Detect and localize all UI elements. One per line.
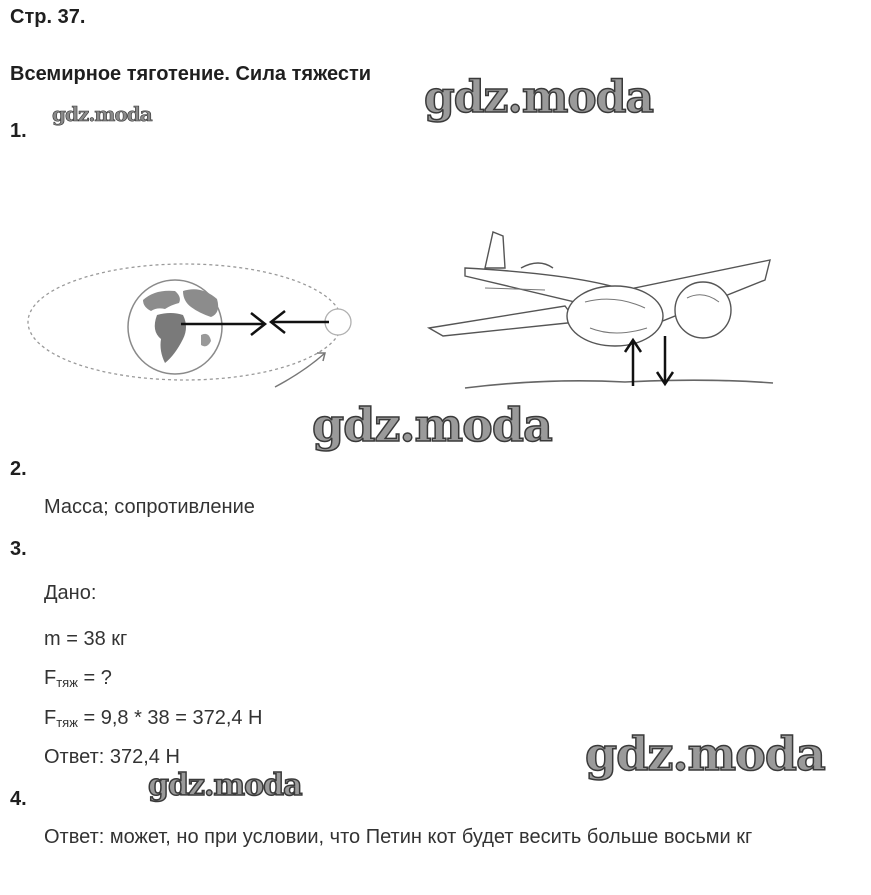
page-number: Стр. 37. xyxy=(10,6,86,28)
task-2-answer: Масса; сопротивление xyxy=(44,496,255,518)
task-4-number: 4. xyxy=(10,788,27,810)
solution-rest: = 9,8 * 38 = 372,4 Н xyxy=(77,707,263,729)
force-symbol: F xyxy=(44,667,57,689)
airplane-illustration xyxy=(425,228,775,393)
section-title: Всемирное тяготение. Сила тяжести xyxy=(10,63,372,85)
task-2-number: 2. xyxy=(10,458,27,480)
unknown-rest: = ? xyxy=(77,667,112,689)
engine-cowling xyxy=(567,286,663,346)
watermark: gdz.moda xyxy=(585,727,825,781)
earth-moon-illustration xyxy=(25,255,355,395)
tail-fin xyxy=(485,232,505,268)
task-3-number: 3. xyxy=(10,538,27,560)
gravity-arrow xyxy=(657,336,673,384)
watermark: gdz.moda xyxy=(312,398,552,452)
task-3-answer: Ответ: 372,4 Н xyxy=(44,746,180,768)
given-mass: m = 38 кг xyxy=(44,628,128,650)
orbit-arrow-icon xyxy=(275,353,325,387)
task-1-number: 1. xyxy=(10,120,27,142)
left-wing xyxy=(429,306,577,336)
watermark: gdz.moda xyxy=(424,72,654,123)
second-engine xyxy=(675,282,731,338)
force-arrow-moon xyxy=(271,311,329,333)
force-subscript: тяж xyxy=(56,675,78,690)
force-symbol: F xyxy=(44,707,57,729)
watermark-small: gdz.moda xyxy=(52,102,152,126)
lift-arrow xyxy=(625,340,641,386)
solution-line xyxy=(44,707,263,730)
watermark: gdz.moda xyxy=(148,768,302,803)
task-4-answer: Ответ: может, но при условии, что Петин кот будет весить больше восьми кг xyxy=(44,826,753,848)
given-label: Дано: xyxy=(44,582,97,604)
earth-icon xyxy=(128,280,222,374)
force-subscript: тяж xyxy=(56,715,78,730)
unknown-force xyxy=(44,667,112,690)
ground-line xyxy=(465,380,773,388)
